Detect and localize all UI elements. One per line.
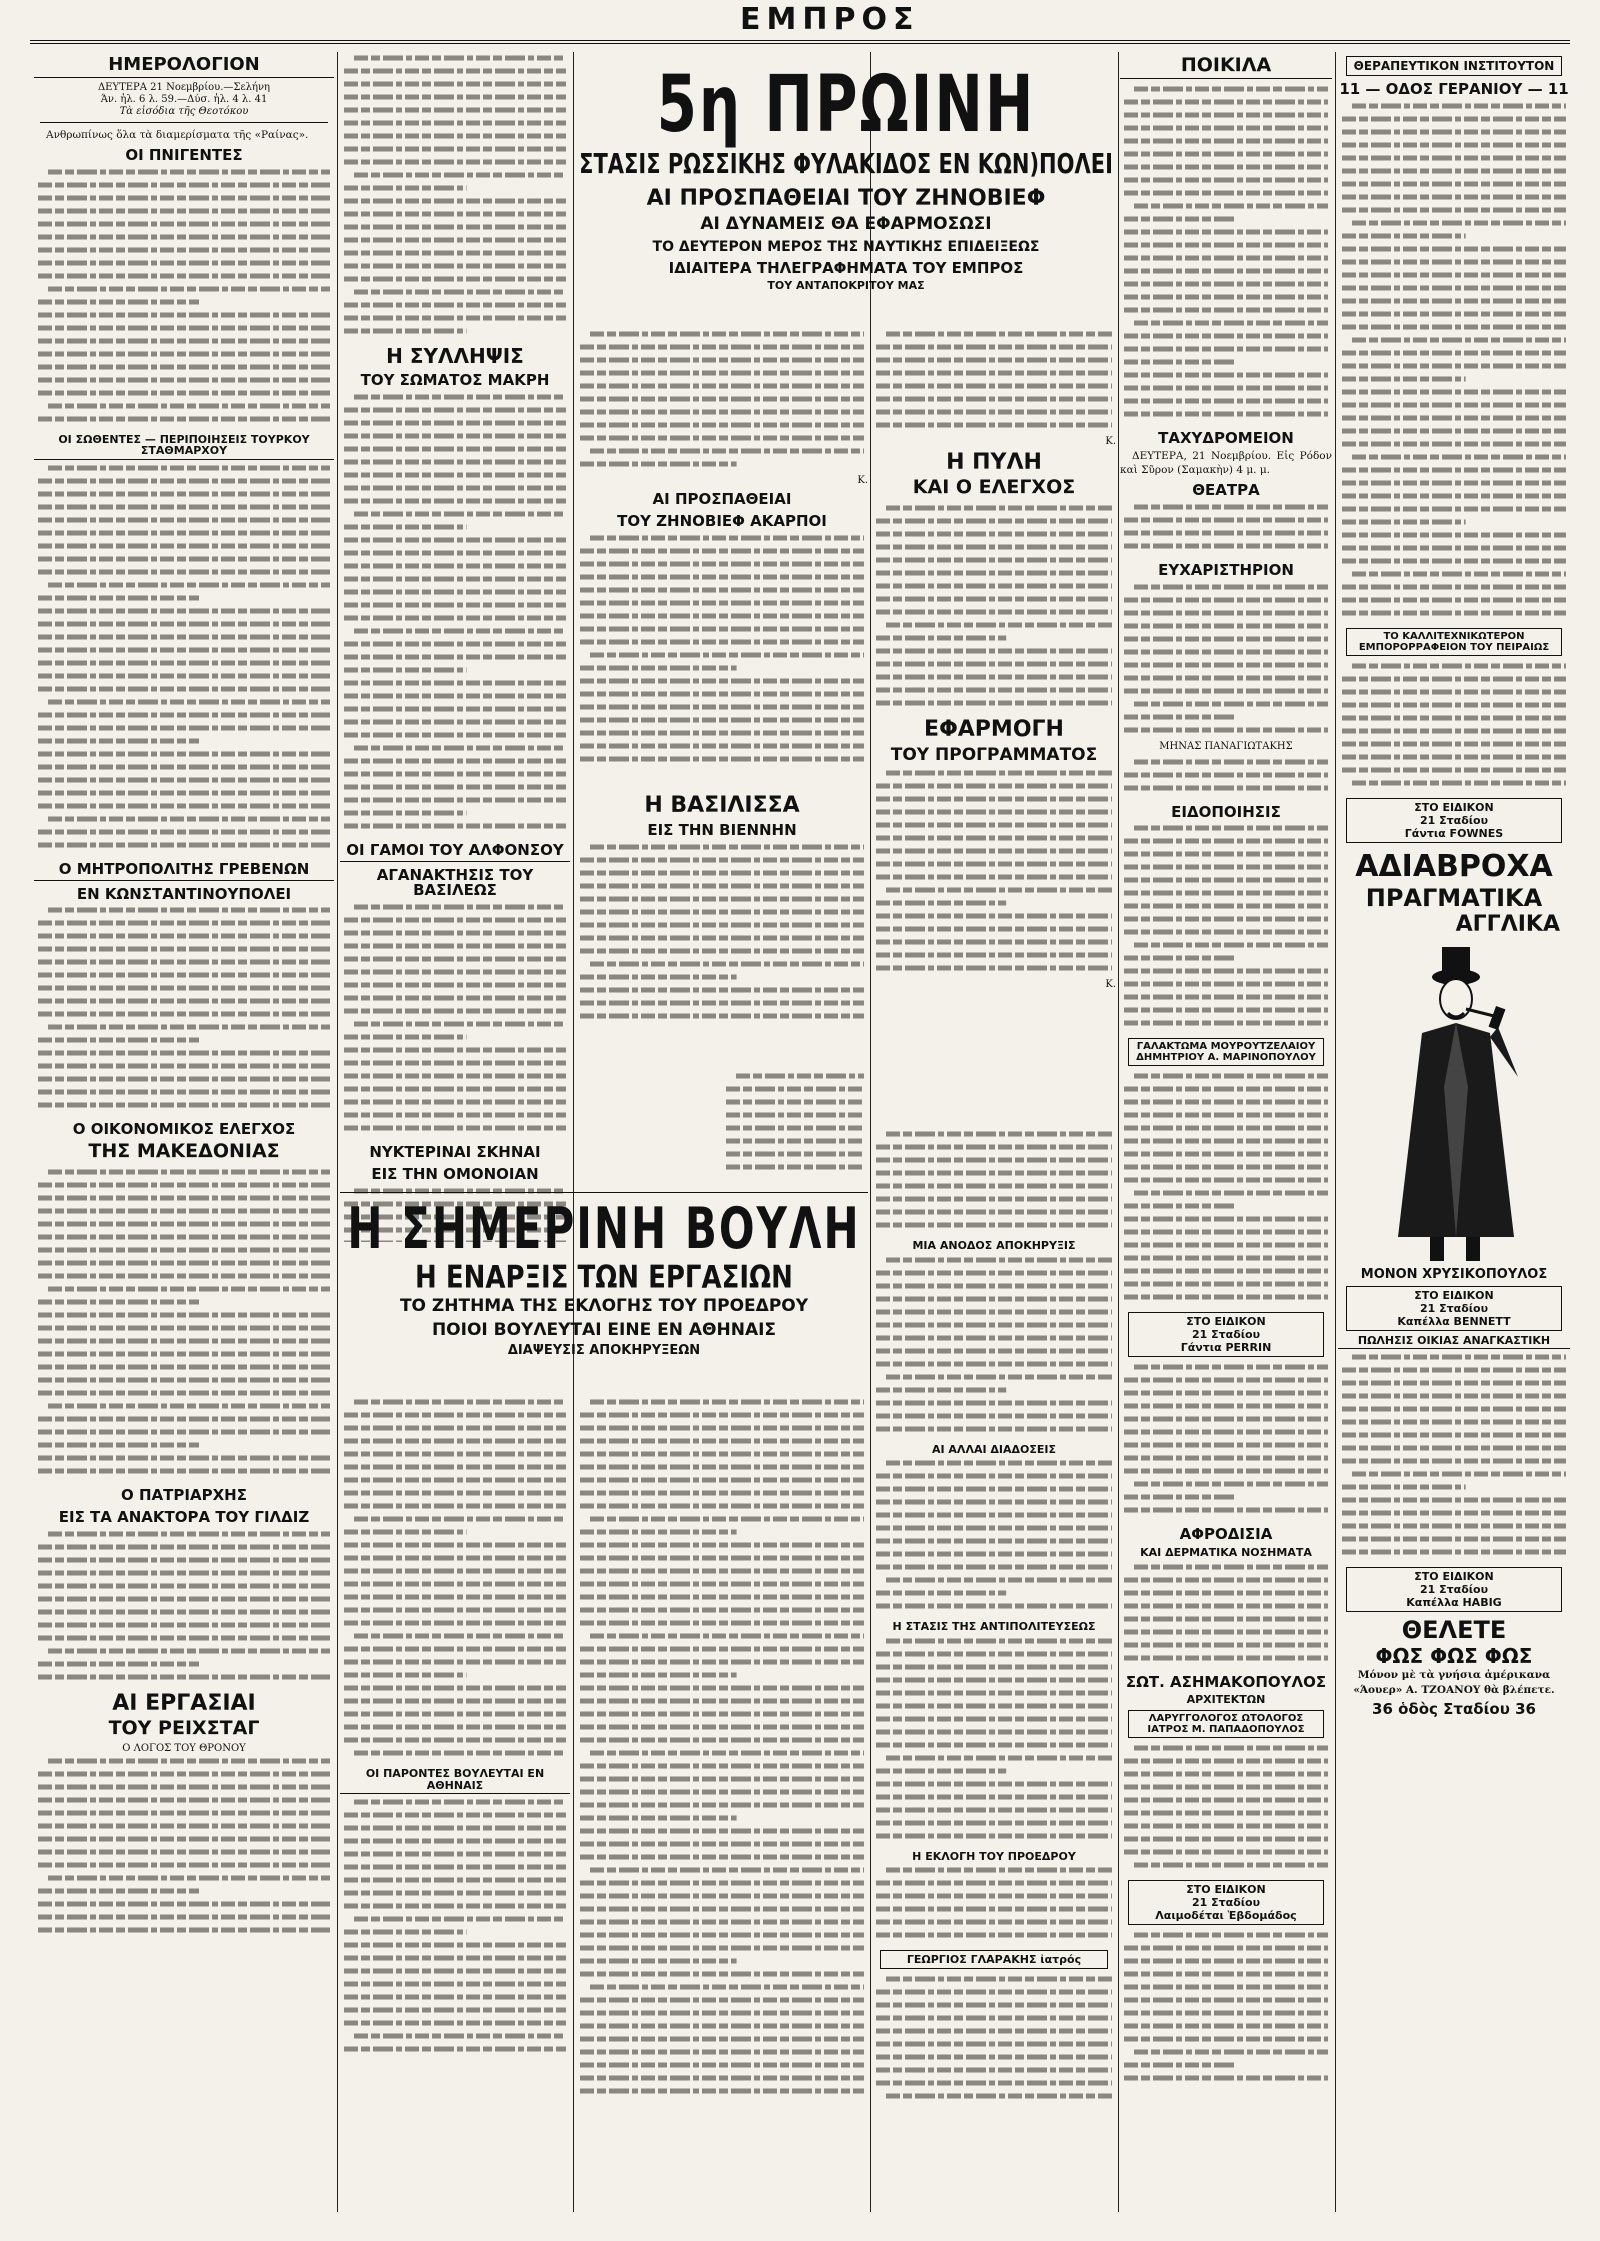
article-text [1120, 581, 1332, 741]
text-lines [340, 391, 570, 837]
article-text [576, 532, 868, 769]
lead-title: 5η ΠΡΩΙΝΗ [656, 57, 1036, 150]
vouli-headline [340, 1190, 868, 1390]
text-lines [1338, 1351, 1570, 1563]
text-lines [34, 462, 334, 856]
article-text [340, 1396, 570, 1764]
ad-title [1128, 1038, 1324, 1066]
calendar-line: Άν. ἡλ. 6 λ. 59.—Δύσ. ἡλ. 4 λ. 41 [100, 93, 268, 105]
text-lines [1120, 1561, 1332, 1669]
text-lines [34, 1166, 334, 1482]
text-lines [872, 328, 1116, 436]
ad-line: ΣΤΟ ΕΙΔΙΚΟΝ [1186, 1882, 1266, 1896]
ad-title [1346, 798, 1562, 843]
text-lines [1120, 1070, 1332, 1308]
text-lines [576, 1396, 868, 2102]
text-lines [1120, 83, 1332, 425]
section-title: ΤΑΧΥΔΡΟΜΕΙΟΝ [1158, 428, 1294, 447]
ad-headline: ΑΓΓΛΙΚΑ [1455, 911, 1560, 937]
ad-line: ΣΤΟ ΕΙΔΙΚΟΝ [1186, 1315, 1266, 1329]
article-text [340, 52, 570, 342]
column-rule [337, 52, 338, 2212]
article-text [872, 1864, 1116, 1946]
section-title: ΑΙ ΕΡΓΑΣΙΑΙ [112, 1690, 256, 1716]
text-lines [1338, 660, 1570, 794]
column-3-vouli [576, 1396, 868, 2212]
section-subtitle: Ο ΛΟΓΟΣ ΤΟΥ ΘΡΟΝΟΥ [122, 1742, 246, 1754]
article-text [576, 328, 868, 475]
section-title: Η ΣΥΛΛΗΨΙΣ [386, 344, 524, 368]
article-text [872, 502, 1116, 714]
ad-line: 21 Σταδίου [1419, 813, 1489, 827]
text-lines [1120, 501, 1332, 557]
text-lines [340, 901, 570, 1139]
ad-text: Μόνον μὲ τὰ γνήσια ἀμέρικανα «Άουερ» Α. ΤΖΟΑΝΟΥ θὰ βλέπετε. [1353, 1669, 1555, 1696]
ad-doctor: ΓΕΩΡΓΙΟΣ ΓΛΑΡΑΚΗΣ ἰατρός [880, 1950, 1108, 1969]
article-text [340, 391, 570, 837]
masthead-rule [30, 40, 1570, 44]
text-lines [872, 502, 1116, 714]
ad-line: Γάντια PERRIN [1180, 1341, 1272, 1355]
section-title: ΝΥΚΤΕΡΙΝΑΙ ΣΚΗΝΑΙ [369, 1143, 541, 1161]
section-title: ΑΙ ΠΡΟΣΠΑΘΕΙΑΙ [652, 490, 792, 508]
ad-line: ΕΜΠΟΡΟΡΡΑΦΕΙΟΝ ΤΟΥ ΠΕΙΡΑΙΩΣ [1358, 641, 1550, 653]
lead-subtitle: ΑΙ ΔΥΝΑΜΕΙΣ ΘΑ ΕΦΑΡΜΟΣΩΣΙ [700, 214, 992, 235]
ad-headline: ΠΡΑΓΜΑΤΙΚΑ [1365, 883, 1543, 912]
section-title: ΕΝ ΚΩΝΣΤΑΝΤΙΝΟΥΠΟΛΕΙ [76, 884, 292, 903]
column-2 [340, 52, 570, 1242]
ad-line: ΣΤΟ ΕΙΔΙΚΟΝ [1414, 1570, 1494, 1584]
section-title: Η ΣΤΑΣΙΣ ΤΗΣ ΑΝΤΙΠΟΛΙΤΕΥΣΕΩΣ [892, 1620, 1096, 1634]
section-title: ΕΙΔΟΠΟΙΗΣΙΣ [1171, 802, 1281, 821]
lead-subtitle: ΣΤΑΣΙΣ ΡΩΣΣΙΚΗΣ ΦΥΛΑΚΙΔΟΣ ΕΝ ΚΩΝ)ΠΟΛΕΙ [579, 148, 1113, 180]
column-4 [872, 328, 1116, 1128]
lead-headline [576, 52, 1116, 322]
text-lines [872, 767, 1116, 979]
text-lines [34, 1528, 334, 1688]
text-lines [1338, 100, 1570, 624]
section-title: Ο ΠΑΤΡΙΑΡΧΗΣ [121, 1486, 247, 1505]
section-title: ΤΟΥ ΡΕΙΧΣΤΑΓ [108, 1716, 260, 1739]
ad-line: ΣΤΟ ΕΙΔΙΚΟΝ [1414, 1288, 1494, 1302]
article-text [872, 767, 1116, 979]
vouli-subtitle: ΔΙΑΨΕΥΣΙΣ ΑΠΟΚΗΡΥΞΕΩΝ [507, 1343, 701, 1359]
ad-line: ΤΟ ΚΑΛΛΙΤΕΧΝΙΚΩΤΕΡΟΝ [1383, 630, 1525, 642]
ad-line: ΛΑΡΥΓΓΟΛΟΓΟΣ ΩΤΟΛΟΓΟΣ [1148, 1712, 1304, 1724]
text-lines [1120, 581, 1332, 741]
signature: Κ. [1105, 436, 1116, 447]
ad-line: 21 Σταδίου [1419, 1583, 1489, 1597]
ad-title: ΑΡΧΙΤΕΚΤΩΝ [1186, 1693, 1266, 1707]
section-title: ΕΙΣ ΤΗΝ ΒΙΕΝΝΗΝ [647, 821, 797, 840]
masthead-title: ΕΜΠΡΟΣ [740, 2, 920, 37]
text-lines [340, 52, 570, 342]
section-title: Η ΠΥΛΗ [946, 450, 1042, 475]
ad-headline: ΘΕΛΕΤΕ [1401, 1616, 1507, 1645]
ad-line: ΓΑΛΑΚΤΩΜΑ ΜΟΥΡΟΥΤΖΕΛΑΙΟΥ [1136, 1041, 1316, 1053]
text-lines [1120, 1361, 1332, 1521]
signature: Κ. [1105, 978, 1116, 990]
section-title: Ο ΟΙΚΟΝΟΜΙΚΟΣ ΕΛΕΓΧΟΣ [72, 1120, 296, 1139]
ad-title [1346, 628, 1562, 656]
text-lines [1120, 756, 1332, 799]
text-lines [872, 1254, 1116, 1440]
text-lines [34, 1755, 334, 1941]
text-lines [872, 1128, 1116, 1236]
text-lines [576, 532, 868, 769]
article-text [340, 1796, 570, 2060]
article-text [340, 901, 570, 1139]
article-text [34, 462, 334, 856]
ad-line: ΙΑΤΡΟΣ Μ. ΠΑΠΑΔΟΠΟΥΛΟΣ [1147, 1723, 1305, 1735]
ad-text [1338, 1351, 1570, 1563]
signature: Κ. [857, 475, 868, 486]
section-title: ΟΙ ΠΝΙΓΕΝΤΕΣ [125, 146, 243, 165]
section-title: Η ΕΚΛΟΓΗ ΤΟΥ ΠΡΟΕΔΡΟΥ [912, 1849, 1076, 1863]
lead-subtitle: ΤΟΥ ΑΝΤΑΠΟΚΡΙΤΟΥ ΜΑΣ [767, 279, 925, 293]
calendar-title: ΗΜΕΡΟΛΟΓΙΟΝ [34, 56, 334, 78]
lead-subtitle: ΤΟ ΔΕΥΤΕΡΟΝ ΜΕΡΟΣ ΤΗΣ ΝΑΥΤΙΚΗΣ ΕΠΙΔΕΙΞΕΩΣ [652, 238, 1040, 255]
article-text [872, 1254, 1116, 1440]
ad-line: ΣΤΟ ΕΙΔΙΚΟΝ [1414, 800, 1494, 814]
section-title: ΤΗΣ ΜΑΚΕΔΟΝΙΑΣ [88, 1140, 280, 1163]
section-title: ΑΓΑΝΑΚΤΗΣΙΣ ΤΟΥ ΒΑΣΙΛΕΩΣ [376, 865, 534, 900]
ad-line: Γάντια FOWNES [1404, 826, 1504, 840]
ad-line: 21 Σταδίου [1419, 1301, 1489, 1315]
divider [40, 122, 328, 123]
article-text [872, 1457, 1116, 1617]
text-lines [576, 841, 868, 1027]
ad-title: ΑΦΡΟΔΙΣΙΑ [1179, 1525, 1273, 1544]
vouli-subtitle: ΠΟΙΟΙ ΒΟΥΛΕΥΤΑΙ ΕΙΝΕ ΕΝ ΑΘΗΝΑΙΣ [431, 1320, 777, 1341]
column-rule [1118, 52, 1119, 2212]
text-lines [576, 328, 868, 475]
ad-line: Καπέλλα BENNETT [1397, 1314, 1511, 1328]
text-lines [722, 1070, 868, 1178]
calendar-extra: Ανθρωπίνως ὅλα τὰ διαμερίσματα τῆς «Ραίνας». [46, 128, 309, 141]
ad-title: ΠΩΛΗΣΙΣ ΟΙΚΙΑΣ ΑΝΑΓΚΑΣΤΙΚΗ [1338, 1335, 1570, 1350]
ad-title: ΘΕΡΑΠΕΥΤΙΚΟΝ ΙΝΣΤΙΤΟΥΤΟΝ [1346, 56, 1562, 76]
article-text [1120, 822, 1332, 1034]
calendar-feast: Τὰ εἰσόδια τῆς Θεοτόκου [119, 105, 249, 117]
calendar-line: ΔΕΥΤΕΡΑ 21 Νοεμβρίου.—Σελήνη [97, 81, 271, 93]
vouli-subtitle: Η ΕΝΑΡΞΙΣ ΤΩΝ ΕΡΓΑΣΙΩΝ [415, 1259, 793, 1296]
section-title: ΕΥΧΑΡΙΣΤΗΡΙΟΝ [1158, 560, 1294, 579]
ad-title [1346, 1567, 1562, 1612]
section-title: ΕΙΣ ΤΑ ΑΝΑΚΤΟΡΑ ΤΟΥ ΓΙΛΔΙΖ [58, 1507, 310, 1526]
article-text [34, 1528, 334, 1688]
ad-title [1128, 1880, 1324, 1925]
text-lines [340, 1396, 570, 1764]
column-rule [870, 52, 871, 2212]
article-text [34, 1166, 334, 1482]
section-title: Ο ΜΗΤΡΟΠΟΛΙΤΗΣ ΓΡΕΒΕΝΩΝ [34, 862, 334, 881]
section-title: ΤΟΥ ΣΩΜΑΤΟΣ ΜΑΚΡΗ [360, 371, 550, 389]
section-title: ΟΙ ΣΩΘΕΝΤΕΣ — ΠΕΡΙΠΟΙΗΣΕΙΣ ΤΟΥΡΚΟΥ ΣΤΑΘΜΑΡΧΟΥ [34, 434, 334, 460]
section-title: ΠΟΙΚΙΛΑ [1120, 56, 1332, 79]
article-text [34, 904, 334, 1116]
lead-subtitle: ΑΙ ΠΡΟΣΠΑΘΕΙΑΙ ΤΟΥ ΖΗΝΟΒΙΕΦ [646, 185, 1046, 211]
text-lines [1120, 1929, 1332, 2089]
section-title: ΚΑΙ Ο ΕΛΕΓΧΟΣ [912, 476, 1076, 499]
section-title: ΤΟΥ ΠΡΟΓΡΑΜΜΑΤΟΣ [890, 745, 1098, 766]
ad-title [1128, 1710, 1324, 1738]
column-6 [1338, 52, 1570, 2212]
column-2-lower [340, 1396, 570, 2212]
article-text [872, 328, 1116, 436]
column-4-lower [872, 1128, 1116, 2212]
text-lines [872, 1635, 1116, 1847]
ad-text [1120, 1929, 1332, 2089]
section-title: ΕΙΣ ΤΗΝ ΟΜΟΝΟΙΑΝ [371, 1164, 539, 1183]
ad-address: 11 — ΟΔΟΣ ΓΕΡΑΝΙΟΥ — 11 [1339, 80, 1569, 98]
article-text [34, 1755, 334, 1941]
text-lines [1120, 822, 1332, 1034]
ad-headline: ΑΔΙΑΒΡΟΧΑ [1355, 848, 1553, 884]
ad-footer: ΜΟΝΟΝ ΧΡΥΣΙΚΟΠΟΥΛΟΣ [1360, 1266, 1548, 1282]
ad-text [1120, 1361, 1332, 1521]
ad-text [1120, 1070, 1332, 1308]
section-title: ΕΦΑΡΜΟΓΗ [924, 717, 1064, 743]
text-lines [872, 1457, 1116, 1617]
ad-text [1338, 660, 1570, 794]
column-3-lower [576, 790, 868, 1070]
ad-text [1120, 1561, 1332, 1669]
column-rule [1335, 52, 1336, 2212]
section-title: ΜΙΑ ΑΝΟΔΟΣ ΑΠΟΚΗΡΥΞΙΣ [912, 1239, 1076, 1252]
ad-line: ΔΗΜΗΤΡΙΟΥ Α. ΜΑΡΙΝΟΠΟΥΛΟΥ [1136, 1052, 1316, 1064]
ad-title [1346, 1286, 1562, 1331]
column-1 [34, 52, 334, 2212]
ad-line: Λαιμοδέται Ἑβδομάδος [1155, 1908, 1297, 1922]
section-title: ΟΙ ΓΑΜΟΙ ΤΟΥ ΑΛΦΟΝΣΟΥ [340, 843, 570, 862]
ad-headline: ΦΩΣ ΦΩΣ ΦΩΣ [1375, 1644, 1533, 1669]
ad-title [1128, 1312, 1324, 1357]
ad-line: 21 Σταδίου [1191, 1328, 1261, 1342]
ad-text [1338, 100, 1570, 624]
text-lines [1120, 1742, 1332, 1876]
ad-title: ΚΑΙ ΔΕΡΜΑΤΙΚΑ ΝΟΣΗΜΑΤΑ [1140, 1546, 1312, 1560]
ad-title: ΣΩΤ. ΑΣΗΜΑΚΟΠΟΥΛΟΣ [1125, 1672, 1327, 1691]
text-lines [34, 166, 334, 430]
article-text [872, 1128, 1116, 1236]
ad-line: 21 Σταδίου [1191, 1895, 1261, 1909]
man-in-coat-illustration [1338, 937, 1570, 1267]
section-title: ΑΙ ΑΛΛΑΙ ΔΙΑΔΟΣΕΙΣ [931, 1442, 1057, 1456]
column-3-filler [722, 1070, 868, 1190]
ad-text [1120, 1742, 1332, 1876]
vouli-title: Η ΣΗΜΕΡΙΝΗ ΒΟΥΛΗ [347, 1195, 861, 1262]
article-text [34, 166, 334, 430]
masthead [0, 0, 1600, 56]
section-title: Η ΒΑΣΙΛΙΣΣΑ [644, 793, 800, 818]
article-text [1120, 83, 1332, 425]
section-title: ΟΙ ΠΑΡΟΝΤΕΣ ΒΟΥΛΕΥΤΑΙ ΕΝ ΑΘΗΝΑΙΣ [340, 1768, 570, 1794]
column-rule [573, 52, 574, 2212]
ad-text [872, 1973, 1116, 2107]
article-text [722, 1070, 868, 1178]
article-text [576, 1396, 868, 2102]
ad-line: Καπέλλα HABIG [1406, 1596, 1502, 1610]
lead-subtitle: ΙΔΙΑΙΤΕΡΑ ΤΗΛΕΓΡΑΦΗΜΑΤΑ ΤΟΥ ΕΜΠΡΟΣ [668, 258, 1024, 277]
article-text [576, 841, 868, 1027]
signature: ΜΗΝΑΣ ΠΑΝΑΓΙΩΤΑΚΗΣ [1159, 740, 1293, 752]
article-text [1120, 501, 1332, 557]
text-lines [872, 1973, 1116, 2107]
article-text [872, 1635, 1116, 1847]
text-lines [872, 1864, 1116, 1946]
section-title: ΘΕΑΤΡΑ [1192, 481, 1260, 500]
text-lines [34, 904, 334, 1116]
column-5 [1120, 52, 1332, 2212]
post-line: ΔΕΥΤΕΡΑ, 21 Νοεμβρίου. Εἰς Ρόδον καὶ Σῦρον (Σαμακὴν) 4 μ. μ. [1120, 449, 1332, 476]
divider [340, 1192, 868, 1193]
ad-address: 36 ὁδὸς Σταδίου 36 [1372, 1699, 1536, 1718]
column-3 [576, 328, 868, 768]
text-lines [340, 1796, 570, 2060]
vouli-subtitle: ΤΟ ΖΗΤΗΜΑ ΤΗΣ ΕΚΛΟΓΗΣ ΤΟΥ ΠΡΟΕΔΡΟΥ [399, 1296, 809, 1317]
article-text [1120, 756, 1332, 799]
section-title: ΤΟΥ ΖΗΝΟΒΙΕΦ ΑΚΑΡΠΟΙ [617, 511, 827, 530]
